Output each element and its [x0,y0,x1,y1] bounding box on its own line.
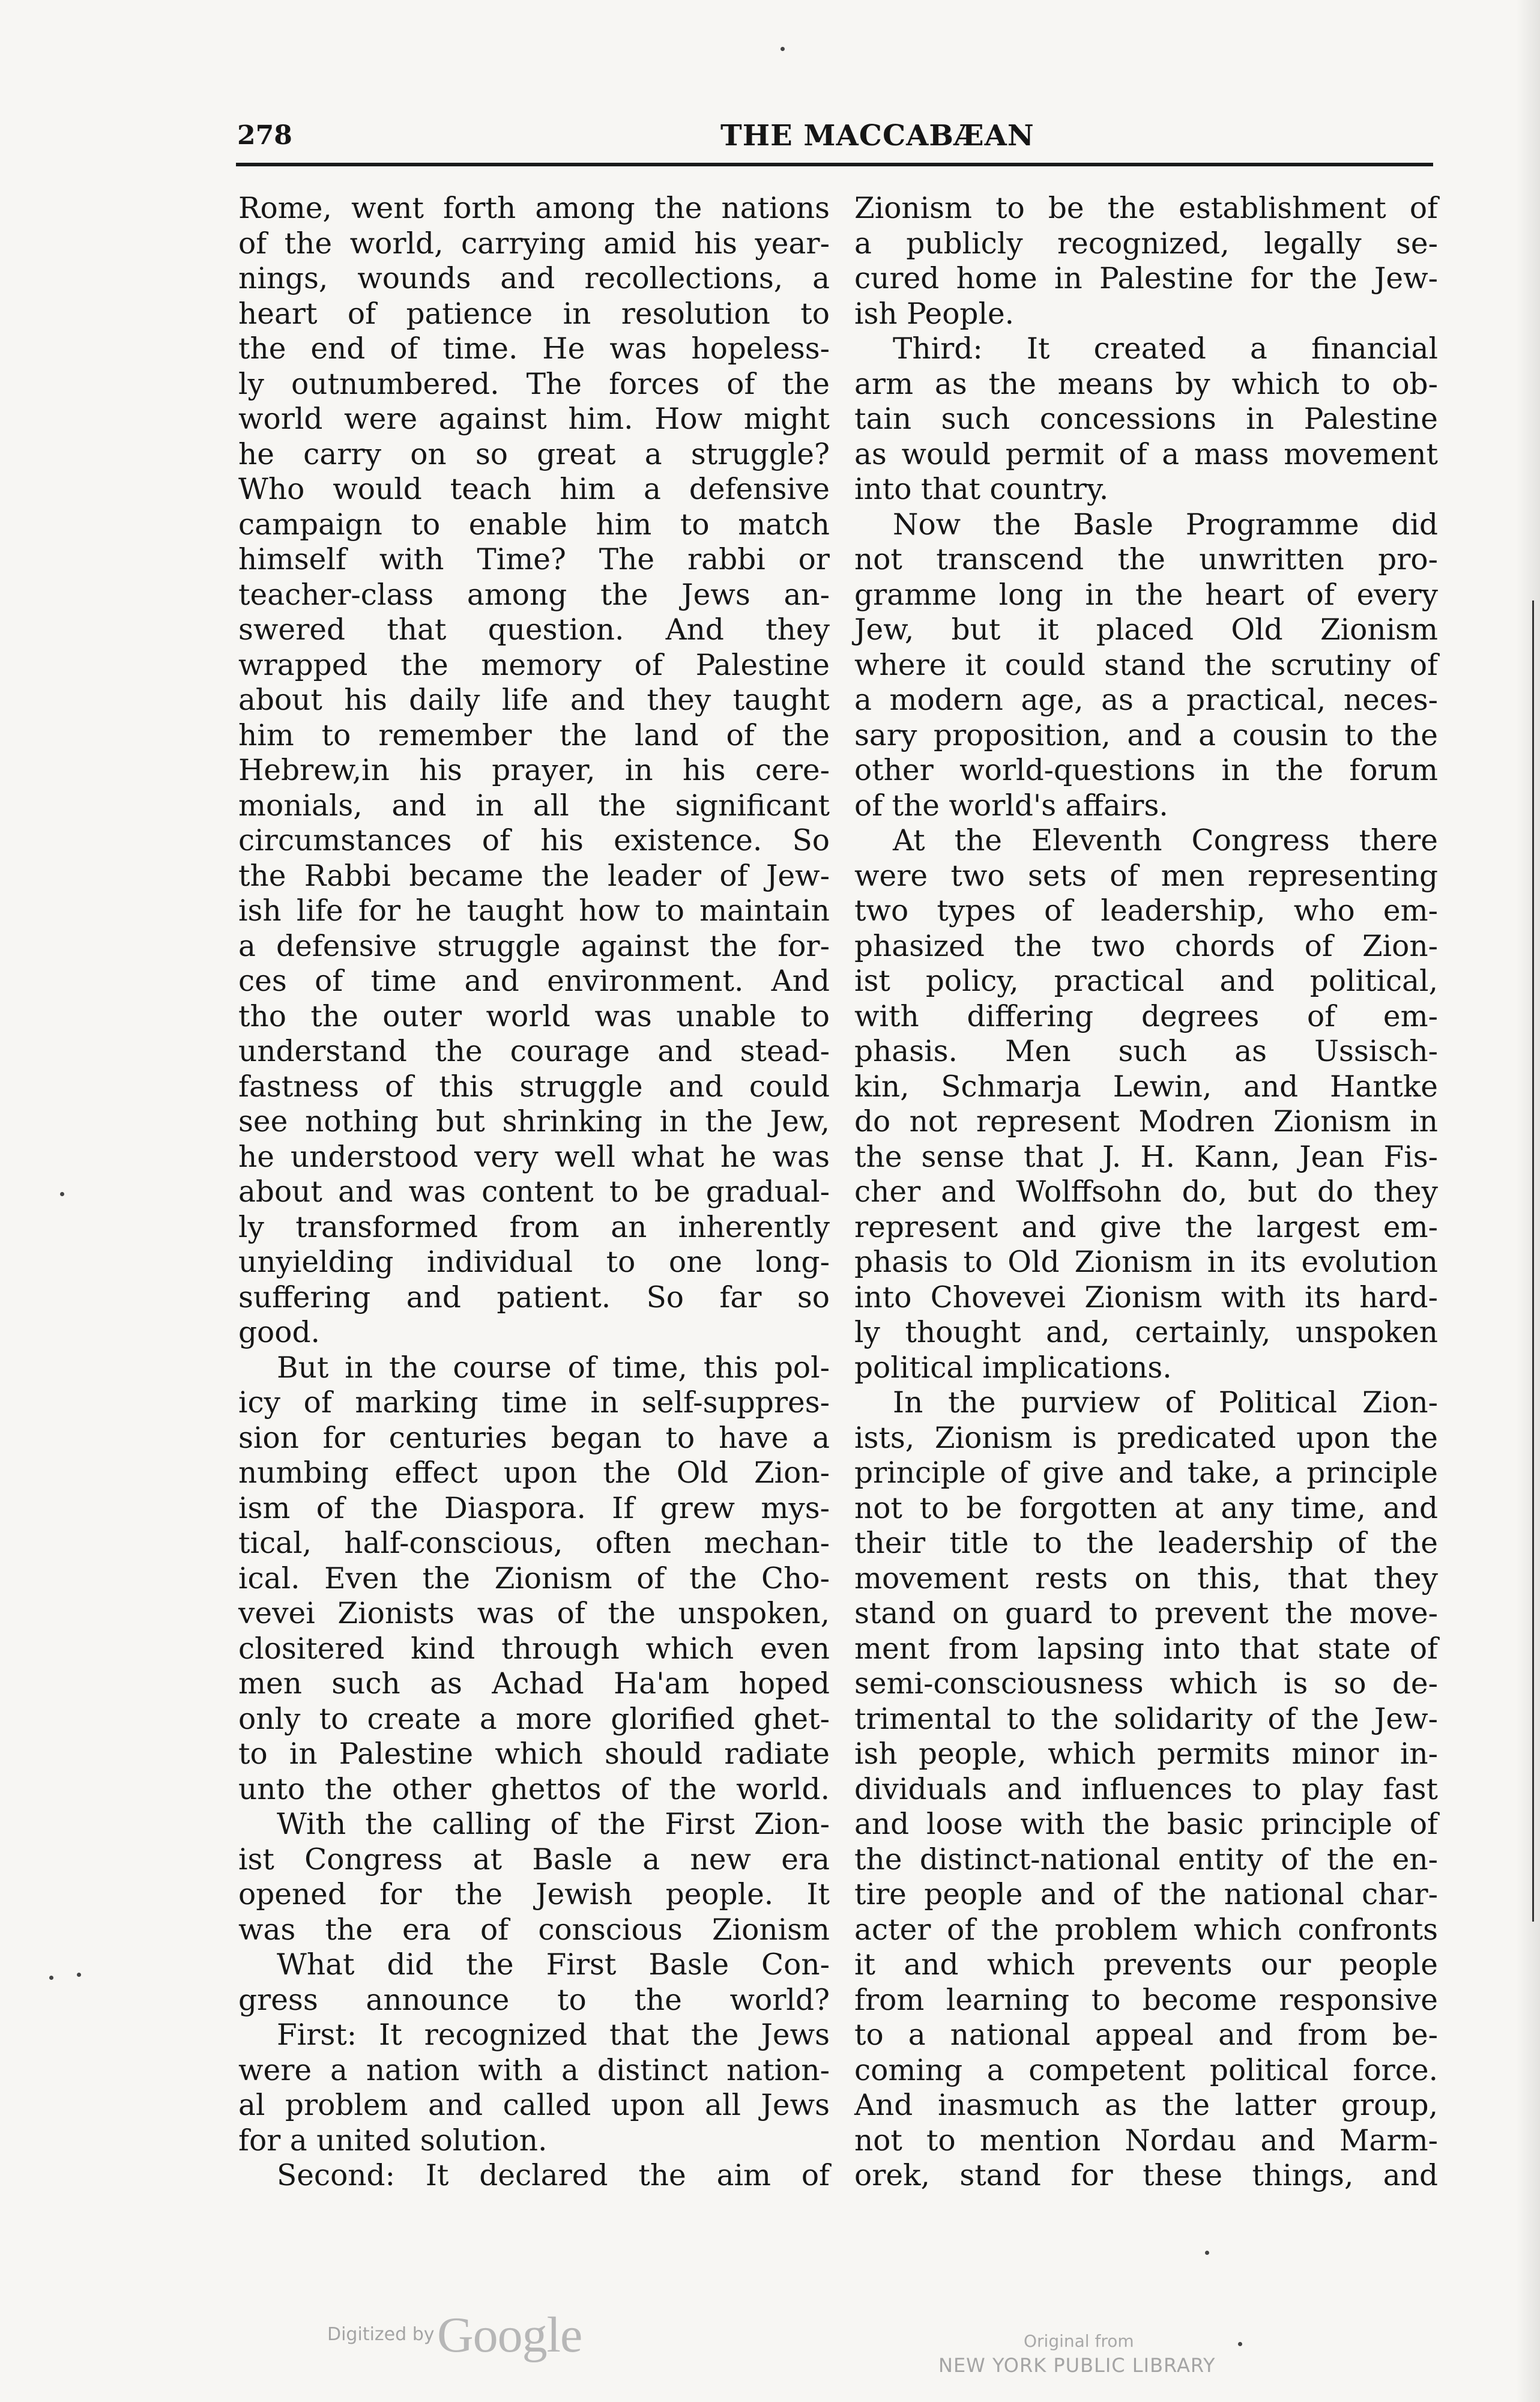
text-line: the Rabbi became the leader of Jew- [238,859,830,893]
text-line: tain such concessions in Palestine [854,402,1438,436]
text-line: orek, stand for these things, and [854,2159,1438,2192]
header-rule [236,163,1433,166]
text-line: But in the course of time, this pol- [277,1351,830,1385]
text-line: do not represent Modren Zionism in [854,1105,1438,1139]
text-line: ist Congress at Basle a new era [238,1842,830,1877]
library-label: NEW YORK PUBLIC LIBRARY [938,2354,1216,2377]
text-line: ly transformed from an inherently [238,1210,830,1244]
text-line: dividuals and influences to play fast [854,1772,1438,1806]
text-line: understand the courage and stead- [238,1035,830,1068]
original-from-label: Original from [1024,2331,1134,2351]
google-logo: Google [437,2307,582,2363]
text-line: phasized the two chords of Zion- [854,929,1438,963]
text-line: monials, and in all the significant [238,788,830,823]
text-line: ism of the Diaspora. If grew mys- [238,1491,830,1525]
text-line: gramme long in the heart of every [854,578,1438,612]
text-line: as would permit of a mass movement [854,437,1438,471]
text-line: for a united solution. [238,2123,548,2158]
page-edge-marks [1532,600,1539,1922]
text-line: Now the Basle Programme did [893,507,1438,542]
text-line: world were against him. How might [238,402,830,436]
digitized-by-label: Digitized by [327,2324,435,2345]
text-line: he understood very well what he was [238,1140,830,1174]
text-line: about and was content to be gradual- [238,1175,830,1209]
text-line: ces of time and environment. And [238,964,830,998]
text-line: political implications. [854,1351,1172,1385]
scan-speck [1205,2251,1209,2255]
text-line: about his daily life and they taught [238,683,830,717]
text-line: ical. Even the Zionism of the Cho- [238,1561,830,1596]
text-line: teacher-class among the Jews an- [238,578,830,612]
text-line: Third: It created a financial [893,332,1438,366]
text-line: clositered kind through which even [238,1632,830,1666]
right-column [854,191,1438,2194]
text-line: Zionism to be the establishment of [854,192,1438,225]
text-line: other world-questions in the forum [854,754,1438,787]
text-line: Hebrew,in his prayer, in his cere- [238,754,830,787]
text-line: not to be forgotten at any time, and [854,1491,1438,1525]
text-line: ly thought and, certainly, unspoken [854,1316,1438,1349]
text-line: kin, Schmarja Lewin, and Hantke [854,1069,1438,1104]
text-line: unto the other ghettos of the world. [238,1772,830,1806]
text-line: trimental to the solidarity of the Jew- [854,1702,1438,1736]
text-line: principle of give and take, a principle [854,1456,1438,1490]
text-line: phasis to Old Zionism in its evolution [854,1245,1438,1279]
text-line: ists, Zionism is predicated upon the [854,1421,1438,1455]
text-line: icy of marking time in self-suppres- [238,1386,830,1420]
text-line: were a nation with a distinct nation- [238,2053,830,2087]
text-line: arm as the means by which to ob- [854,367,1438,401]
text-line: coming a competent political force. [854,2053,1438,2087]
text-line: heart of patience in resolution to [238,297,830,331]
scan-speck [1238,2342,1242,2346]
text-line: into that country. [854,473,1109,506]
text-line: only to create a more glorified ghet- [238,1702,830,1736]
text-line: al problem and called upon all Jews [238,2089,830,2122]
text-line: sary proposition, and a cousin to the [854,718,1438,752]
text-line: opened for the Jewish people. It [238,1878,830,1911]
text-line: First: It recognized that the Jews [277,2018,830,2052]
text-line: tire people and of the national char- [854,1878,1438,1911]
text-line: stand on guard to prevent the move- [854,1597,1438,1630]
text-line: himself with Time? The rabbi or [238,543,830,576]
page-number: 278 [237,120,292,151]
text-line: represent and give the largest em- [854,1210,1438,1244]
text-line: cured home in Palestine for the Jew- [854,262,1438,295]
text-line: tical, half-conscious, often mechan- [238,1526,830,1560]
text-line: with differing degrees of em- [854,999,1438,1033]
text-line: a modern age, as a practical, neces- [854,683,1438,717]
text-line: sion for centuries began to have a [238,1421,830,1455]
text-line: the distinct-national entity of the en- [854,1842,1438,1877]
text-line: and loose with the basic principle of [854,1808,1438,1841]
text-line: semi-consciousness which is so de- [854,1667,1438,1701]
text-line: nings, wounds and recollections, a [238,262,830,295]
text-line: Jew, but it placed Old Zionism [854,613,1438,647]
text-line: What did the First Basle Con- [277,1948,830,1982]
text-line: At the Eleventh Congress there [893,824,1438,858]
text-line: wrapped the memory of Palestine [238,648,830,682]
text-line: Rome, went forth among the nations [238,192,830,225]
text-line: from learning to become responsive [854,1983,1438,2017]
text-line: Second: It declared the aim of [277,2159,830,2192]
text-line: suffering and patient. So far so [238,1280,830,1314]
scan-speck [781,47,785,51]
text-line: not to mention Nordau and Marm- [854,2123,1438,2158]
text-line: men such as Achad Ha'am hoped [238,1667,830,1701]
text-line: their title to the leadership of the [854,1526,1438,1560]
text-line: gress announce to the world? [238,1983,830,2017]
text-line: the end of time. He was hopeless- [238,332,830,366]
text-line: vevei Zionists was of the unspoken, [238,1597,830,1630]
text-line: Who would teach him a defensive [238,473,830,506]
text-line: of the world's affairs. [854,788,1168,823]
text-line: ment from lapsing into that state of [854,1632,1438,1666]
text-line: unyielding individual to one long- [238,1245,830,1279]
scan-speck [77,1973,81,1977]
text-line: circumstances of his existence. So [238,824,830,858]
text-line: And inasmuch as the latter group, [854,2089,1438,2122]
text-line: swered that question. And they [238,613,830,647]
text-line: a defensive struggle against the for- [238,929,830,963]
left-column [238,191,830,2194]
text-line: good. [238,1316,320,1349]
text-line: ish People. [854,297,1015,331]
text-line: not transcend the unwritten pro- [854,543,1438,576]
text-line: of the world, carrying amid his year- [238,226,830,261]
text-line: numbing effect upon the Old Zion- [238,1456,830,1490]
text-line: to in Palestine which should radiate [238,1737,830,1771]
text-line: see nothing but shrinking in the Jew, [238,1105,830,1139]
text-line: cher and Wolffsohn do, but do they [854,1175,1438,1209]
text-line: he carry on so great a struggle? [238,437,830,471]
text-line: campaign to enable him to match [238,507,830,542]
text-line: phasis. Men such as Ussisch- [854,1035,1438,1068]
text-line: acter of the problem which confronts [854,1913,1438,1947]
text-line: movement rests on this, that they [854,1561,1438,1596]
running-title: THE MACCABÆAN [720,119,1034,153]
text-line: were two sets of men representing [854,859,1438,893]
text-line: to a national appeal and from be- [854,2018,1438,2052]
text-line: was the era of conscious Zionism [238,1913,830,1947]
text-line: fastness of this struggle and could [238,1069,830,1104]
text-line: the sense that J. H. Kann, Jean Fis- [854,1140,1438,1174]
text-line: In the purview of Political Zion- [893,1386,1438,1420]
text-line: him to remember the land of the [238,718,830,752]
text-line: tho the outer world was unable to [238,999,830,1033]
text-line: ish people, which permits minor in- [854,1737,1438,1771]
scan-speck [60,1192,64,1196]
text-line: ist policy, practical and political, [854,964,1438,998]
scan-speck [49,1976,53,1980]
text-line: ish life for he taught how to maintain [238,894,830,928]
text-line: into Chovevei Zionism with its hard- [854,1280,1438,1314]
text-line: where it could stand the scrutiny of [854,648,1438,682]
text-line: ly outnumbered. The forces of the [238,367,830,401]
text-line: With the calling of the First Zion- [277,1808,830,1841]
text-line: two types of leadership, who em- [854,894,1438,928]
text-line: it and which prevents our people [854,1948,1438,1982]
text-line: a publicly recognized, legally se- [854,226,1438,261]
